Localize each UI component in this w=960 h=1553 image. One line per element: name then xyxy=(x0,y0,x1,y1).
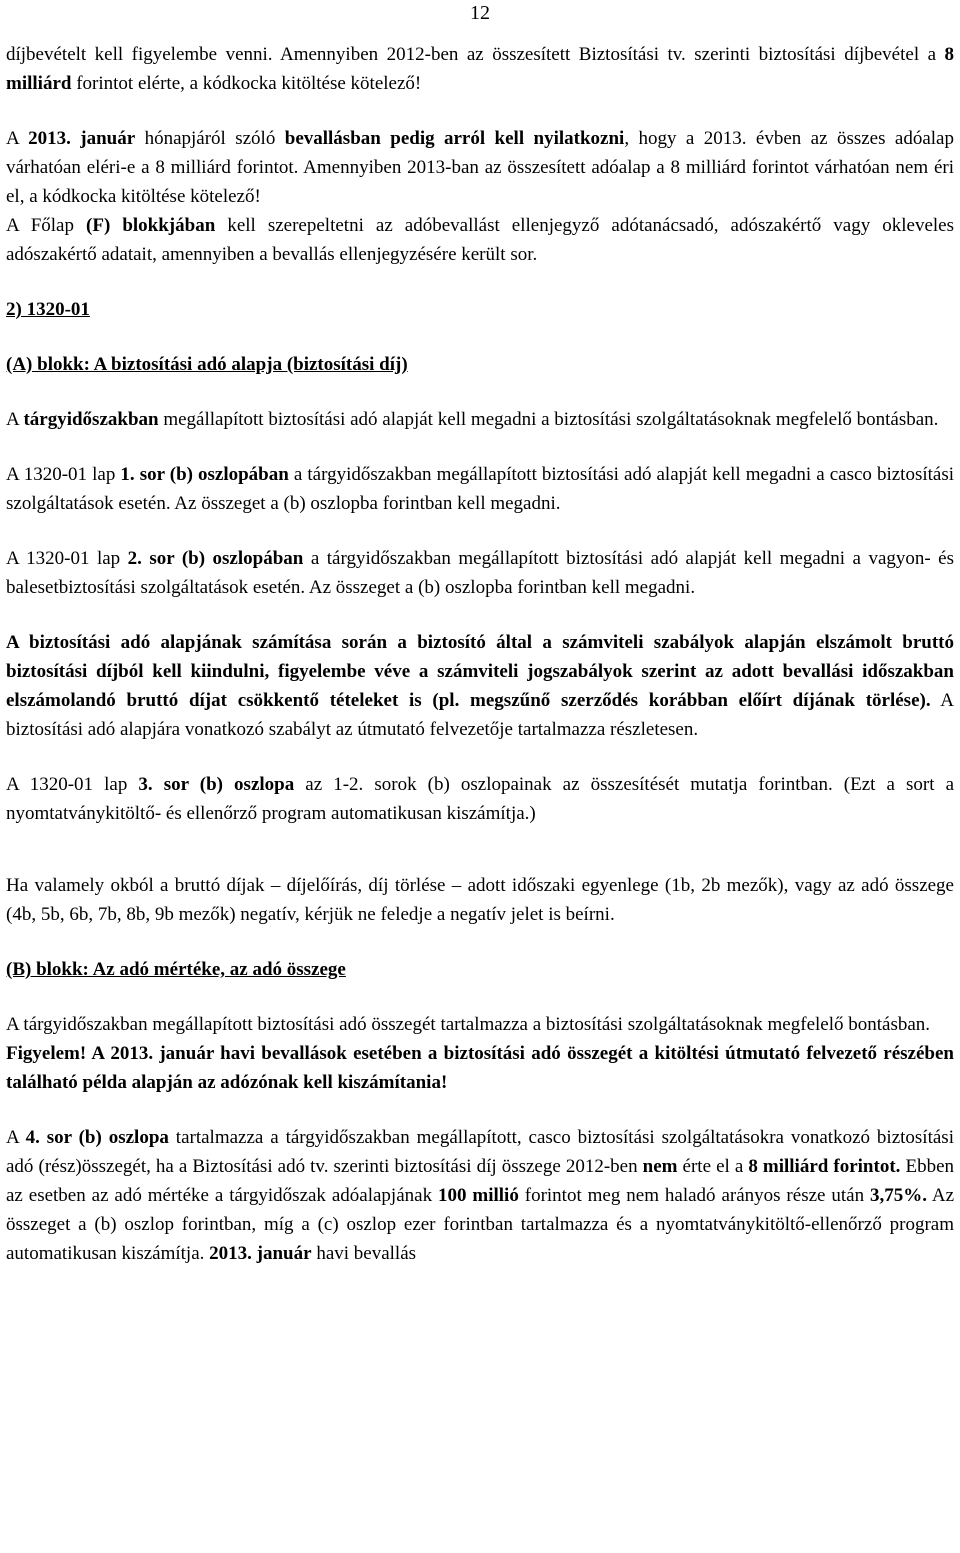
paragraph: Ha valamely okból a bruttó díjak – díjelőírás, díj törlése – adott időszaki egyenlege (1b, 2b mezők), vagy az adó összege (4b, 5b, 6b, 7b, 8b, 9b mezők) negatív, kérjük ne feledje a negatív jelet is beírni. xyxy=(6,875,954,925)
bold-text: 1. sor (b) oszlopában xyxy=(120,464,289,485)
text: Az összeget a (b) oszlop forintban, míg a (c) oszlop ezer forintban tartalmazza és a nyomtatványkitöltő-ellenőrző program automatikusan kiszámítja. xyxy=(6,1185,954,1264)
paragraph xyxy=(6,544,954,602)
paragraph xyxy=(6,124,954,211)
text: A xyxy=(6,409,24,430)
text: , hogy a 2013. évben az összes adóalap várhatóan eléri-e a 8 milliárd forintot. Amennyiben 2013-ban az összesített adóalap a 8 milliárd forintot várhatóan nem éri el, a kódkocka kitöltése kötelező! xyxy=(6,128,954,207)
paragraph xyxy=(6,770,954,828)
paragraph xyxy=(6,405,954,434)
text: díjbevételt kell figyelembe venni. Amennyiben 2012-ben az összesített Biztosítási tv. szerinti biztosítási díjbevétel a xyxy=(6,44,945,65)
bold-text: 4. sor (b) oszlopa xyxy=(25,1127,169,1148)
text: A 1320-01 lap xyxy=(6,774,139,795)
text: Ebben az esetben az adó mértéke a tárgyidőszak adóalapjának xyxy=(6,1156,955,1206)
text: az 1-2. sorok (b) oszlopainak az összesítését mutatja forintban. (Ezt a sort a nyomtatványkitöltő- és ellenőrző program automatikusan kiszámítja.) xyxy=(6,774,955,824)
block-a-heading: (A) blokk: A biztosítási adó alapja (biztosítási díj) xyxy=(6,354,408,375)
paragraph xyxy=(6,1123,954,1268)
paragraph xyxy=(6,628,954,744)
paragraph: A tárgyidőszakban megállapított biztosítási adó összegét tartalmazza a biztosítási szolgáltatásoknak megfelelő bontásban. xyxy=(6,1014,931,1035)
text: A 1320-01 lap xyxy=(6,464,121,485)
text: havi bevallás xyxy=(311,1243,417,1264)
bold-text: 100 millió xyxy=(437,1185,519,1206)
text: kell szerepeltetni az adóbevallást ellenjegyző adótanácsadó, adószakértő vagy okleveles adószakértő adatait, amennyiben a bevallás ellenjegyzésére került sor. xyxy=(6,215,955,265)
paragraph xyxy=(6,211,954,269)
bold-text: nem xyxy=(642,1156,678,1177)
paragraph xyxy=(6,460,954,518)
text: a tárgyidőszakban megállapított biztosítási adó alapját kell megadni a vagyon- és balesetbiztosítási szolgáltatások esetén. Az összeget a (b) oszlopba forintban kell megadni. xyxy=(6,548,955,598)
paragraph xyxy=(6,40,954,98)
text: megállapított biztosítási adó alapját kell megadni a biztosítási szolgáltatásoknak megfelelő bontásban. xyxy=(158,409,939,430)
warning-paragraph: Figyelem! A 2013. január havi bevallások esetében a biztosítási adó összegét a kitöltési útmutató felvezető részében található példa alapján az adózónak kell kiszámítania! xyxy=(6,1043,954,1093)
bold-text: 2013. január xyxy=(209,1243,312,1264)
text: A 1320-01 lap xyxy=(6,548,128,569)
text: tartalmazza a tárgyidőszakban megállapított, casco biztosítási szolgáltatásokra vonatkozó biztosítási adó (rész)összegét, ha a Biztosítási adó tv. szerinti biztosítási díj összege 2012-ben xyxy=(6,1127,954,1177)
bold-text: 3,75%. xyxy=(869,1185,927,1206)
text: A biztosítási adó alapjára vonatkozó szabályt az útmutató felvezetője tartalmazza részletesen. xyxy=(6,690,954,740)
document-body xyxy=(6,40,954,1268)
section-heading: 2) 1320-01 xyxy=(6,299,90,320)
bold-text: A biztosítási adó alapjának számítása során a biztosító által a számviteli szabályok alapján elszámolt bruttó biztosítási díjból kell kiindulni, figyelembe véve a számviteli jogszabályok szerint az adott bevallási időszakban elszámolandó bruttó díjat csökkentő tételeket is (pl. megszűnő szerződés korábban előírt díjának törlése). xyxy=(6,632,954,711)
text: forintot elérte, a kódkocka kitöltése kötelező! xyxy=(71,73,422,94)
bold-text: 8 milliárd forintot. xyxy=(748,1156,901,1177)
text: a tárgyidőszakban megállapított biztosítási adó alapját kell megadni a casco biztosítási szolgáltatások esetén. Az összeget a (b) oszlopba forintban kell megadni. xyxy=(6,464,955,514)
bold-text: (F) blokkjában xyxy=(86,215,216,236)
block-b-heading: (B) blokk: Az adó mértéke, az adó összege xyxy=(6,959,346,980)
text: forintot meg nem haladó arányos része után xyxy=(518,1185,870,1206)
text: érte el a xyxy=(677,1156,749,1177)
text: A xyxy=(6,128,29,149)
bold-text: bevallásban pedig arról kell nyilatkozni xyxy=(284,128,625,149)
text: A Főlap xyxy=(6,215,87,236)
bold-text: 2. sor (b) oszlopában xyxy=(127,548,304,569)
bold-text: 2013. január xyxy=(28,128,136,149)
text: A xyxy=(6,1127,26,1148)
text: hónapjáról szóló xyxy=(135,128,285,149)
bold-text: 3. sor (b) oszlopa xyxy=(138,774,295,795)
bold-text: 8 milliárd xyxy=(6,44,954,94)
page-number: 12 xyxy=(470,2,490,24)
bold-text: tárgyidőszakban xyxy=(23,409,159,430)
